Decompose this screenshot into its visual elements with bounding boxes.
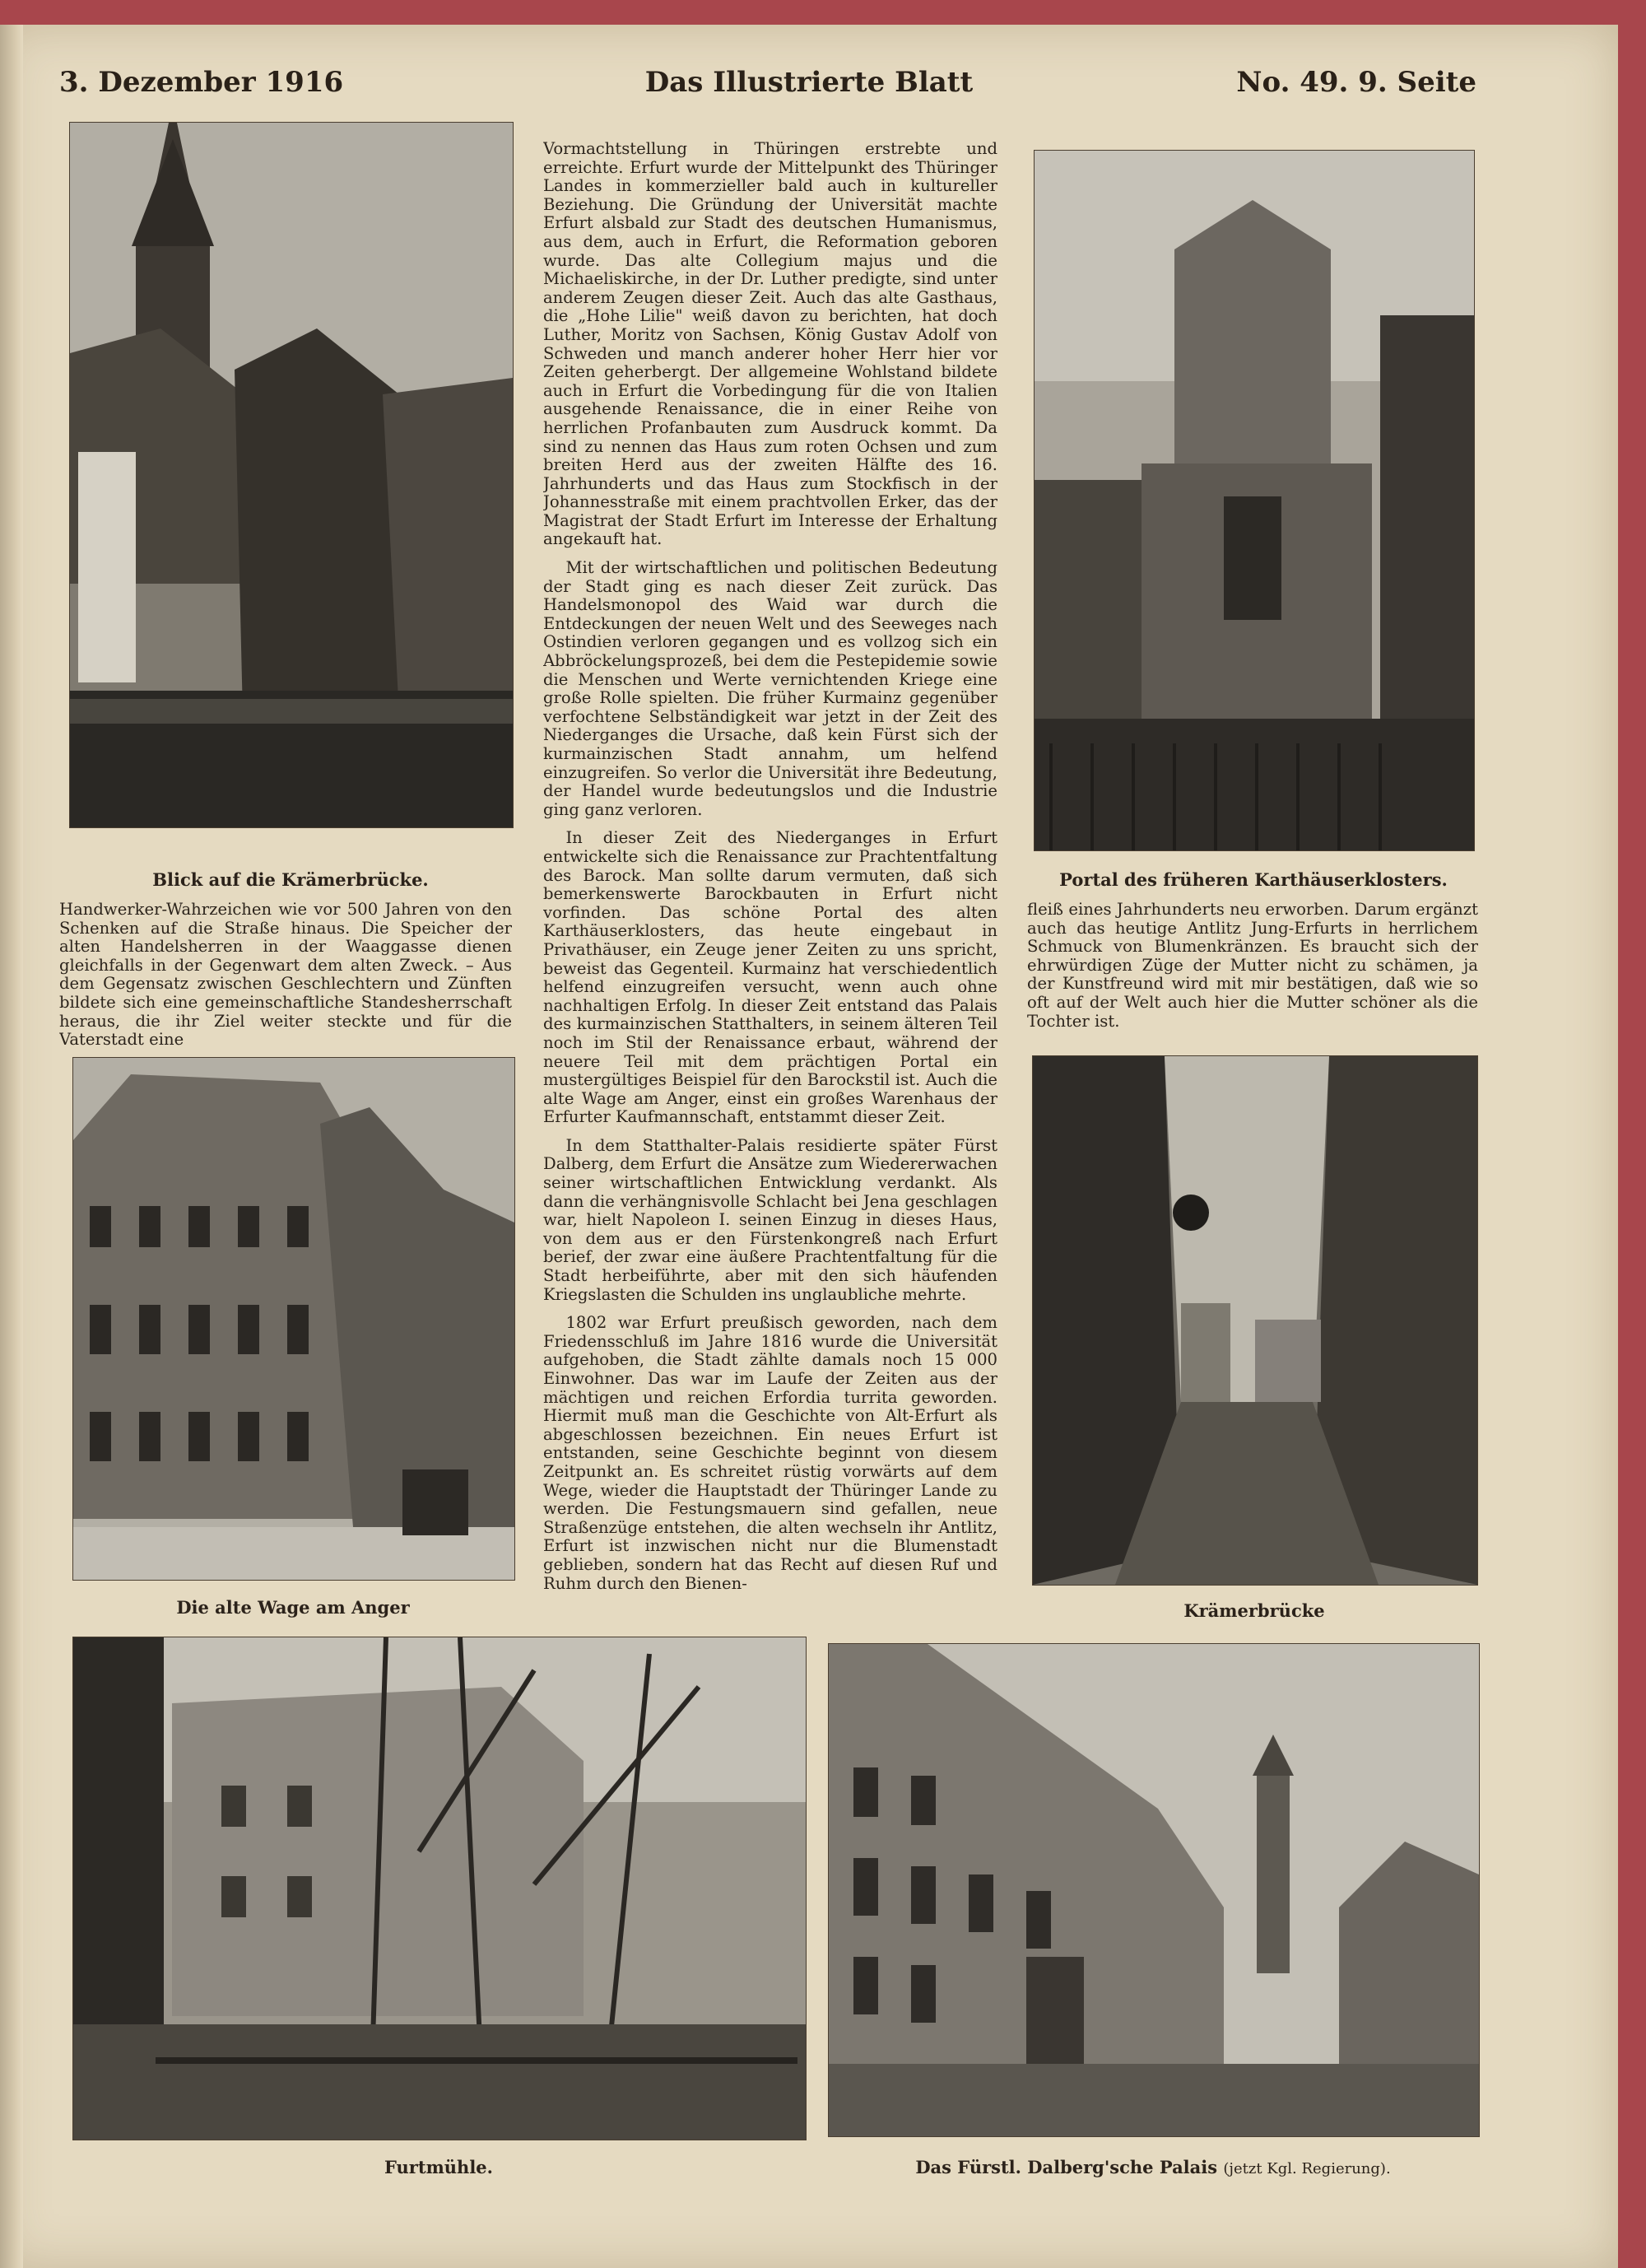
caption-alte-wage: Die alte Wage am Anger: [176, 1597, 410, 1618]
photo-alte-wage: [72, 1057, 515, 1581]
issue-page-number: No. 49. 9. Seite: [1236, 66, 1476, 99]
article-left-paragraph: Handwerker-Wahrzeichen wie vor 500 Jahren von den Schenken auf die Straße hinaus. Die Speicher der alten Handelsherren in der Waaggasse dienen gleichfalls in der Gegenwart dem alten Zweck. – Aus dem Gegensatz zwischen Geschlechtern und Zünften bildete sich eine gemeinschaftliche Standesherrschaft heraus, die ihr Ziel weiter steckte und für die Vaterstadt eine: [59, 901, 512, 1049]
article-paragraph: 1802 war Erfurt preußisch geworden, nach dem Friedensschluß im Jahre 1816 wurde die Universität aufgehoben, die Stadt zählte damals noch 15 000 Einwohner. Das war im Laufe der Zeiten aus der mächtigen und reichen Erfordia turrita geworden. Hiermit muß man die Geschichte von Alt-Erfurt als abgeschlossen bezeichnen. Ein neues Erfurt ist entstanden, seine Geschichte beginnt von diesem Zeitpunkt an. Es schreitet rüstig vorwärts auf dem Wege, wieder die Hauptstadt der Thüringer Lande zu werden. Die Festungsmauern sind gefallen, neue Straßenzüge entstehen, die alten wechseln ihr Antlitz, Erfurt ist inzwischen nicht nur die Blumenstadt geblieben, sondern hat das Recht auf diesen Ruf und Ruhm durch den Bienen-: [543, 1313, 997, 1593]
caption-kraemerbruecke-view: Blick auf die Krämerbrücke.: [152, 869, 429, 890]
page-gutter: [0, 25, 23, 2268]
publication-title: Das Illustrierte Blatt: [644, 66, 974, 99]
article-paragraph: In dieser Zeit des Niederganges in Erfurt entwickelte sich die Renaissance zur Prachtentfaltung des Barock. Man sollte darum vermuten, daß sich bemerkenswerte Barockbauten in Erfurt nicht vorfinden. Das schöne Portal des alten Karthäuserklosters, das heute eingebaut in Privathäuser, ein Zeuge jener Zeiten zu uns spricht, beweist das Gegenteil. Kurmainz hat verschiedentlich helfend einzugreifen versucht, wenn auch ohne nachhaltigen Erfolg. In dieser Zeit entstand das Palais des kurmainzischen Statthalters, in seinem älteren Teil noch im Stil der Renaissance erbaut, während der neuere Teil mit dem prächtigen Portal ein mustergültiges Beispiel für den Barockstil ist. Auch die alte Wage am Anger, einst ein großes Warenhaus der Erfurter Kaufmannschaft, entstammt dieser Zeit.: [543, 828, 997, 1127]
caption-furtmuehle: Furtmühle.: [384, 2157, 493, 2177]
article-paragraph: Vormachtstellung in Thüringen erstrebte und erreichte. Erfurt wurde der Mittelpunkt des Thüringer Landes in kommerzieller bald auch in kultureller Beziehung. Die Gründung der Universität machte Erfurt alsbald zur Stadt des deutschen Humanismus, aus dem, auch in Erfurt, die Reformation geboren wurde. Das alte Collegium majus und die Michaeliskirche, in der Dr. Luther predigte, sind unter anderem Zeugen dieser Zeit. Auch das alte Gasthaus, die „Hohe Lilie" weiß davon zu berichten, hat doch Luther, Moritz von Sachsen, König Gustav Adolf von Schweden und manch anderer hoher Herr hier vor Zeiten geherbergt. Der allgemeine Wohlstand bildete auch in Erfurt die Vorbedingung für die von Italien ausgehende Renaissance, die in einer Reihe von herrlichen Profanbauten zum Ausdruck kommt. Da sind zu nennen das Haus zum roten Ochsen und zum breiten Herd aus der zweiten Hälfte des 16. Jahrhunderts und das Haus zum Stockfisch in der Johannesstraße mit einem prachtvollen Erker, das der Magistrat der Stadt Erfurt im Interesse der Erhaltung angekauft hat.: [543, 140, 997, 549]
article-paragraph: Mit der wirtschaftlichen und politischen Bedeutung der Stadt ging es nach dieser Zeit zurück. Das Handelsmonopol des Waid war durch die Entdeckungen der neuen Welt und des Seeweges nach Ostindien verloren gegangen und es vollzog sich ein Abbröckelungsprozeß, bei dem die Pestepidemie sowie die Menschen und Werte vernichtenden Kriege eine große Rolle spielten. Die früher Kurmainz gegenüber verfochtene Selbständigkeit war jetzt in der Zeit des Niederganges die Ursache, daß kein Fürst sich der kurmainzischen Stadt annahm, um helfend einzugreifen. So verlor die Universität ihre Bedeutung, der Handel wurde bedeutungslos und die Industrie ging ganz verloren.: [543, 558, 997, 819]
article-left-column: [59, 901, 512, 1049]
caption-karthaeuser-portal: Portal des früheren Karthäuserklosters.: [1059, 869, 1448, 890]
photo-karthaeuser-portal: [1034, 150, 1475, 851]
photo-kraemerbruecke-street: [1032, 1055, 1478, 1586]
newspaper-page: [0, 25, 1618, 2268]
article-right-paragraph: fleiß eines Jahrhunderts neu erworben. Darum ergänzt auch das heutige Antlitz Jung-Erfurts in herrlichem Schmuck von Blumenkränzen. Es braucht sich der ehrwürdigen Züge der Mutter nicht zu schämen, ja der Kunstfreund wird mit mir bestätigen, daß wie so oft auf der Welt auch hier die Mutter schöner als die Tochter ist.: [1027, 901, 1478, 1031]
article-paragraph: In dem Statthalter-Palais residierte später Fürst Dalberg, dem Erfurt die Ansätze zum Wiedererwachen seiner wirtschaftlichen Entwicklung verdankt. Als dann die verhängnisvolle Schlacht bei Jena geschlagen war, hielt Napoleon I. seinen Einzug in dieses Haus, von dem aus er den Fürstenkongreß nach Erfurt berief, der zwar eine äußere Prachtentfaltung für die Stadt herbeiführte, aber mit den sich häufenden Kriegslasten die Schulden ins unglaubliche mehrte.: [543, 1135, 997, 1304]
photo-furtmuehle: [72, 1637, 807, 2140]
article-right-column: [1027, 901, 1478, 1054]
photo-kraemerbruecke-view: [69, 122, 514, 828]
caption-kraemerbruecke: Krämerbrücke: [1183, 1600, 1325, 1621]
caption-dalberg-palais: [828, 2157, 1478, 2177]
caption-dalberg-title: Das Fürstl. Dalberg'sche Palais: [915, 2157, 1218, 2177]
issue-date: 3. Dezember 1916: [59, 66, 344, 99]
caption-dalberg-note: (jetzt Kgl. Regierung).: [1223, 2160, 1391, 2177]
article-middle-column: [543, 140, 997, 1622]
photo-dalberg-palais: [828, 1643, 1480, 2137]
